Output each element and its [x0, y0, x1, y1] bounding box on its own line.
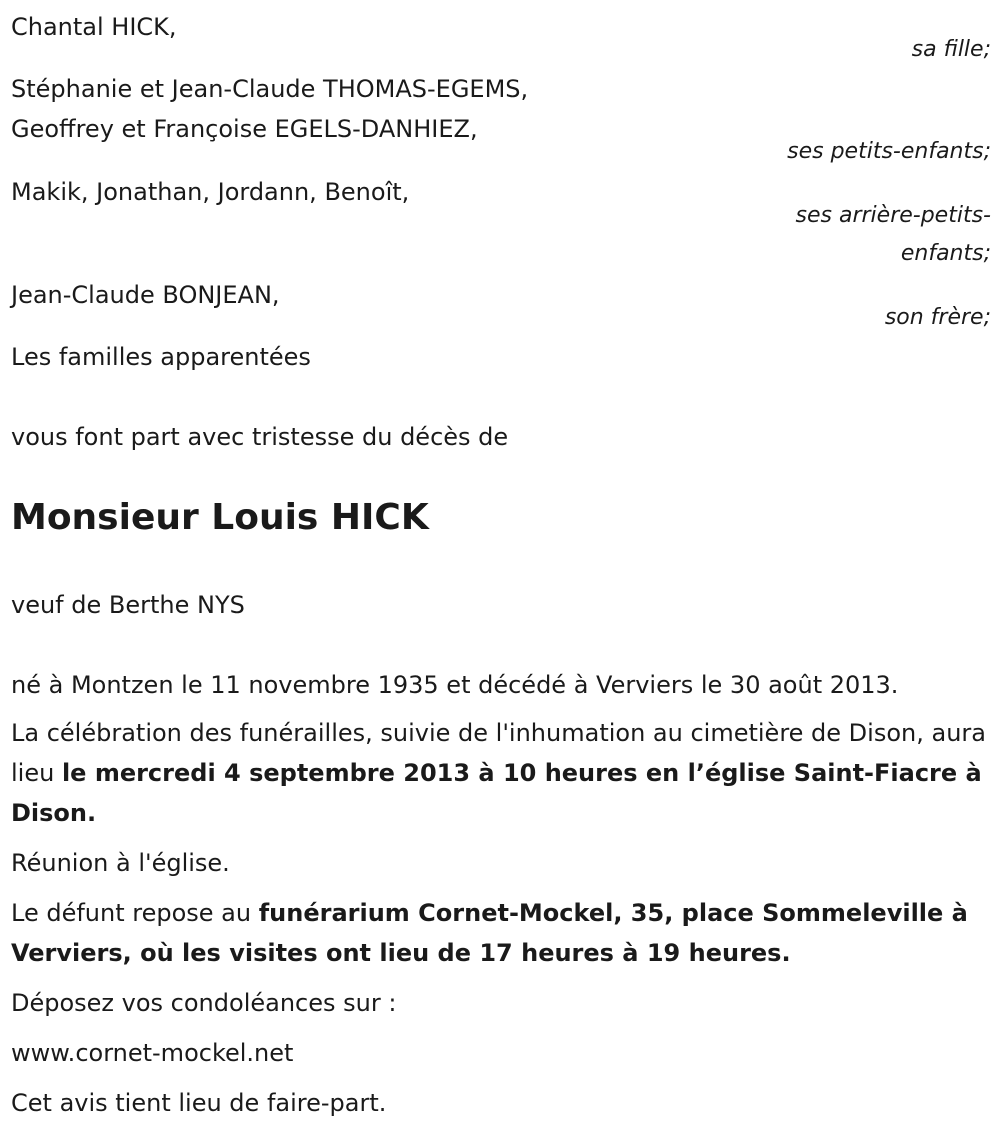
brother-name: Jean-Claude BONJEAN,	[11, 281, 280, 309]
birth-death-info: né à Montzen le 11 novembre 1935 et décédé à Verviers le 30 août 2013.	[11, 671, 899, 699]
funeral-details	[11, 713, 991, 833]
repose-details-text: Le défunt repose au	[11, 899, 259, 927]
great-grandchildren-names: Makik, Jonathan, Jordann, Benoît,	[11, 178, 410, 206]
grandchildren-role: ses petits-enfants;	[787, 139, 991, 164]
brother-role: son frère;	[884, 305, 991, 330]
closing-note: Cet avis tient lieu de faire-part.	[11, 1089, 387, 1117]
widower-of: veuf de Berthe NYS	[11, 591, 245, 619]
repose-details	[11, 893, 991, 973]
deceased-name: Monsieur Louis HICK	[11, 497, 429, 538]
funeral-details-emphasis: le mercredi 4 septembre 2013 à 10 heures en l’église Saint-Fiacre à Dison.	[11, 759, 982, 827]
great-grandchildren-role-line-1: ses arrière-petits-	[795, 203, 991, 228]
related-families: Les familles apparentées	[11, 343, 311, 371]
daughter-name: Chantal HICK,	[11, 13, 177, 41]
great-grandchildren-role-line-2: enfants;	[900, 241, 991, 266]
meeting-info: Réunion à l'église.	[11, 849, 230, 877]
announcement-intro: vous font part avec tristesse du décès de	[11, 423, 509, 451]
grandchildren-line-1: Stéphanie et Jean-Claude THOMAS-EGEMS,	[11, 75, 529, 103]
funeral-details-text: La célébration des funérailles, suivie de l'inhumation au cimetière de Dison, aura lieu	[11, 719, 986, 787]
grandchildren-line-2: Geoffrey et Françoise EGELS-DANHIEZ,	[11, 115, 478, 143]
repose-details-emphasis: funérarium Cornet-Mockel, 35, place Sommeleville à Verviers, où les visites ont lieu de 17 heures à 19 heures.	[11, 899, 968, 967]
daughter-role: sa fille;	[911, 37, 991, 62]
condolences-label: Déposez vos condoléances sur :	[11, 989, 397, 1017]
website-link[interactable]: www.cornet-mockel.net	[11, 1039, 294, 1067]
